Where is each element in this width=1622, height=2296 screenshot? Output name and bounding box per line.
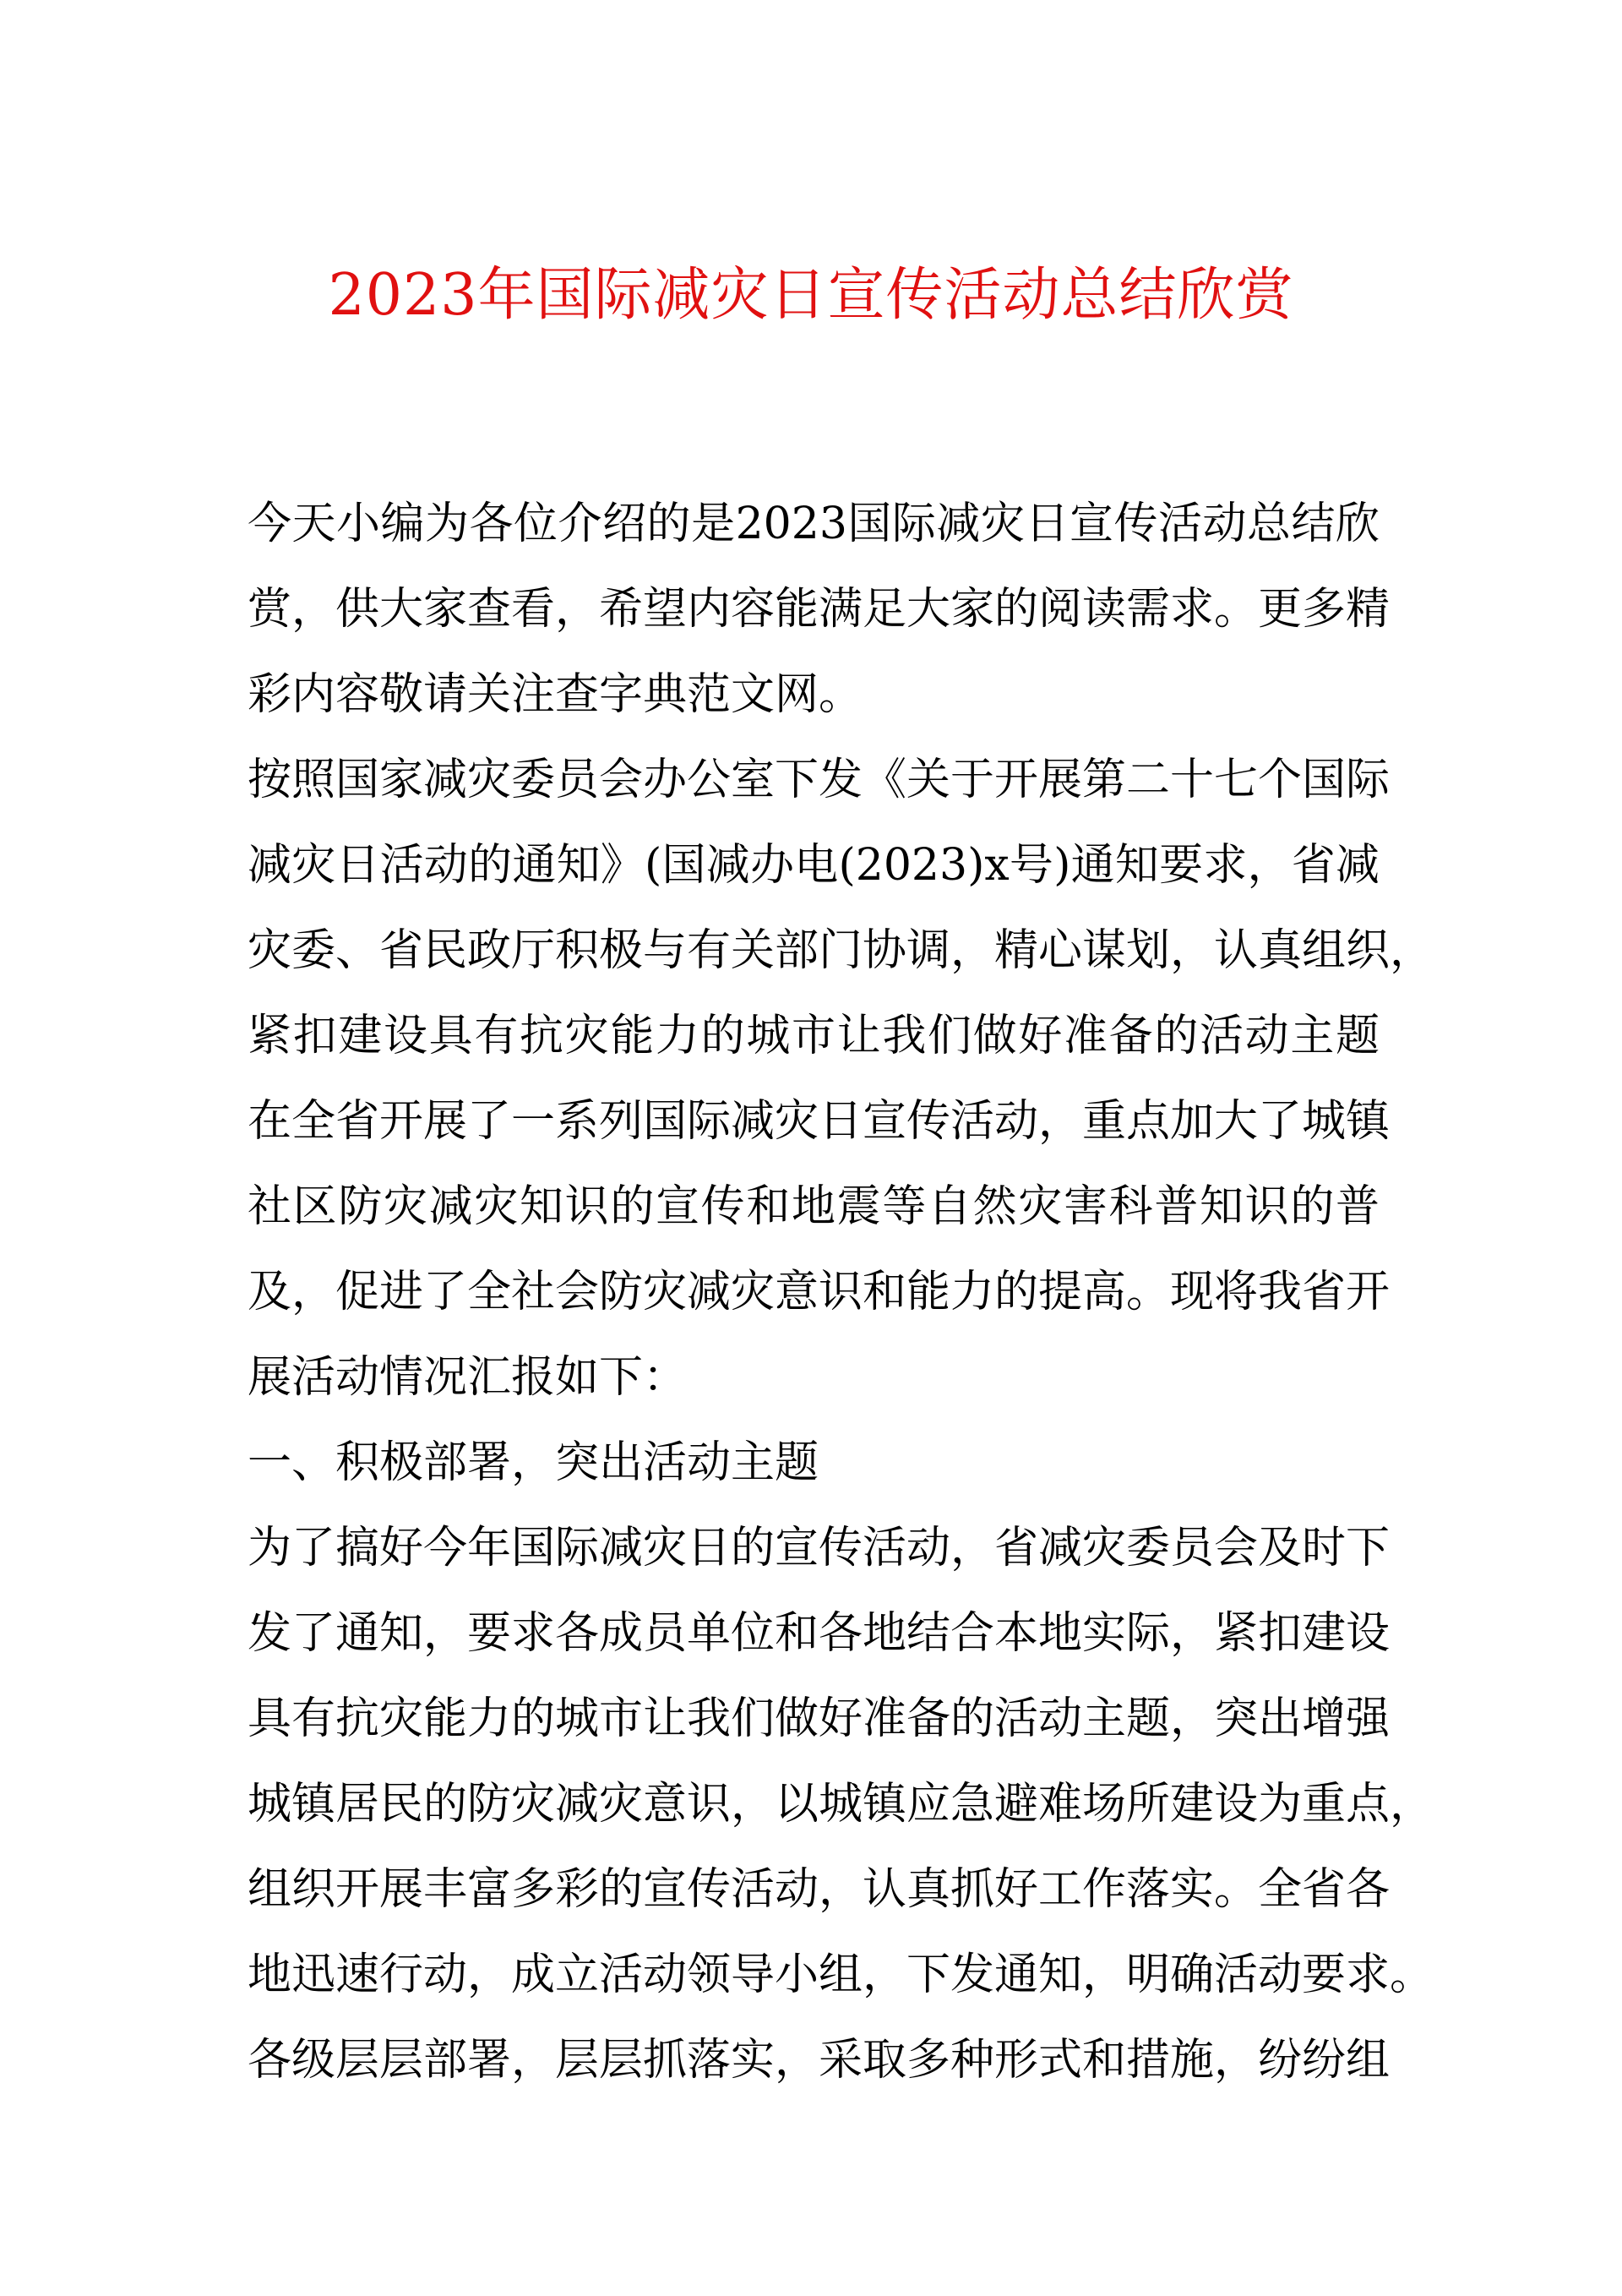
paragraph-line: 在全省开展了一系列国际减灾日宣传活动，重点加大了城镇 — [248, 1096, 1391, 1147]
section-heading: 一、积极部署，突出活动主题 — [248, 1437, 819, 1488]
document-body — [248, 482, 1434, 2103]
document-title: 2023年国际减灾日宣传活动总结欣赏 — [328, 262, 1294, 329]
intro-line: 今天小编为各位介绍的是2023国际减灾日宣传活动总结欣 — [248, 499, 1380, 549]
paragraph-line: 具有抗灾能力的城市让我们做好准备的活动主题，突出增强 — [248, 1693, 1391, 1744]
paragraph-line: 城镇居民的防灾减灾意识，以城镇应急避难场所建设为重点， — [248, 1779, 1434, 1830]
paragraph-line: 社区防灾减灾知识的宣传和地震等自然灾害科普知识的普 — [248, 1181, 1380, 1232]
paragraph-line: 展活动情况汇报如下： — [248, 1352, 688, 1403]
paragraph-line: 紧扣建设具有抗灾能力的城市让我们做好准备的活动主题 — [248, 1011, 1380, 1061]
paragraph-line: 组织开展丰富多彩的宣传活动，认真抓好工作落实。全省各 — [248, 1864, 1391, 1915]
paragraph-line: 为了搞好今年国际减灾日的宣传活动，省减灾委员会及时下 — [248, 1523, 1391, 1573]
paragraph-line: 发了通知，要求各成员单位和各地结合本地实际，紧扣建设 — [248, 1608, 1391, 1659]
paragraph-line: 灾委、省民政厅积极与有关部门协调，精心谋划，认真组织， — [248, 925, 1434, 976]
intro-line: 赏，供大家查看，希望内容能满足大家的阅读需求。更多精 — [248, 584, 1391, 635]
paragraph-line: 按照国家减灾委员会办公室下发《关于开展第二十七个国际 — [248, 755, 1391, 805]
paragraph-line: 各级层层部署，层层抓落实，采取多种形式和措施，纷纷组 — [248, 2035, 1391, 2086]
paragraph-line: 地迅速行动，成立活动领导小组，下发通知，明确活动要求。 — [248, 1950, 1434, 2000]
intro-line: 彩内容敬请关注查字典范文网。 — [248, 669, 863, 720]
paragraph-line: 减灾日活动的通知》(国减办电(2023)x号)通知要求，省减 — [248, 840, 1380, 891]
paragraph-line: 及，促进了全社会防灾减灾意识和能力的提高。现将我省开 — [248, 1267, 1391, 1317]
